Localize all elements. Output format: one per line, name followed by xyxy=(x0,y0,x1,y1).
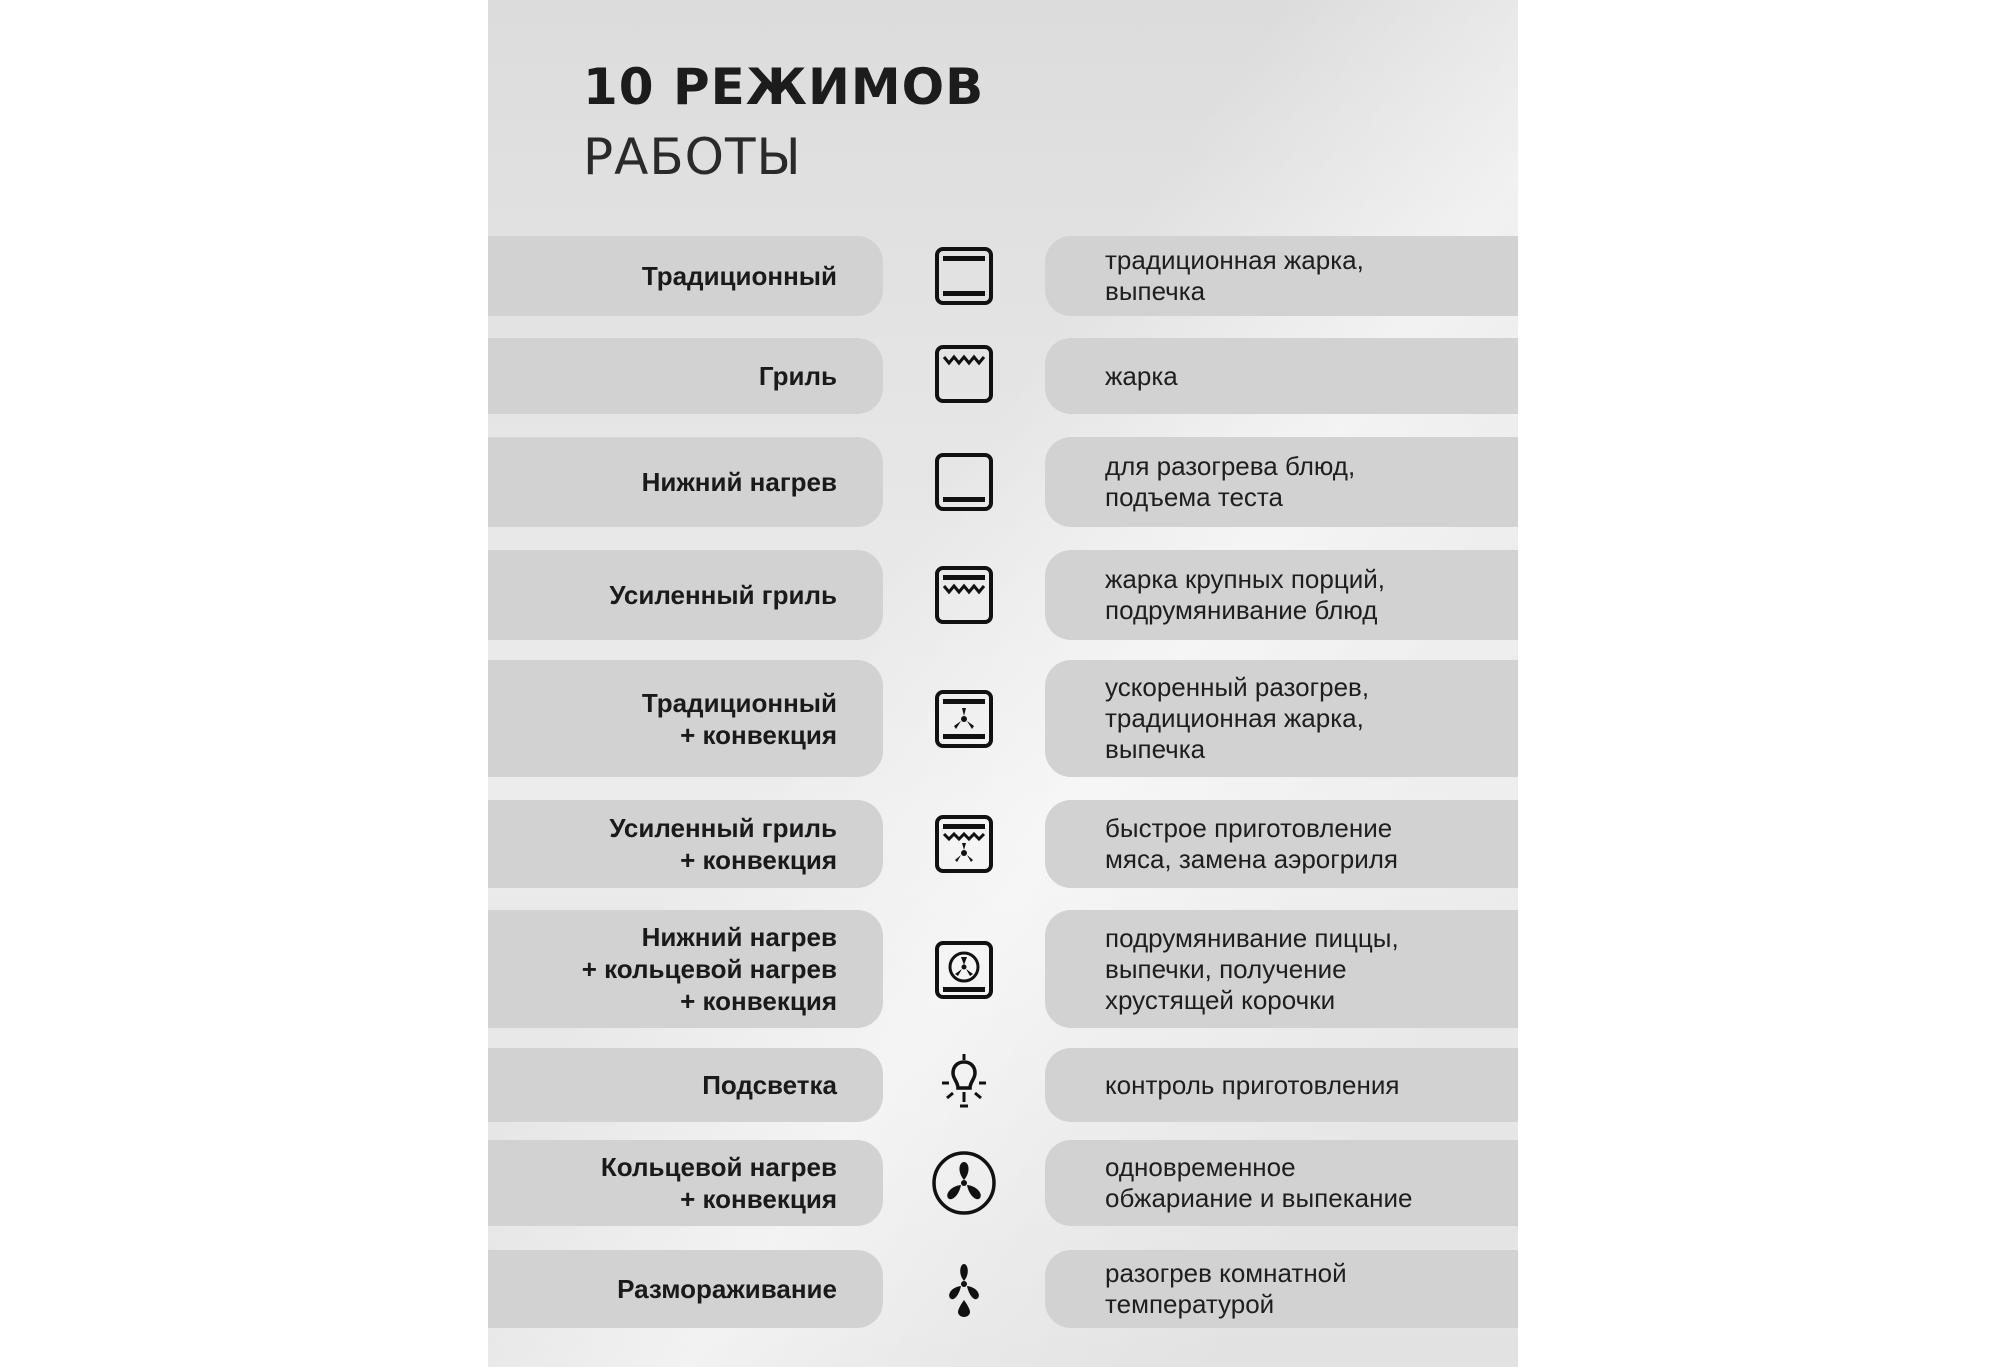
mode-description: разогрев комнатной температурой xyxy=(1045,1250,1518,1328)
grill-icon xyxy=(929,339,999,409)
turbo-grill-icon xyxy=(929,560,999,630)
mode-description: традиционная жарка, выпечка xyxy=(1045,236,1518,316)
mode-name: Кольцевой нагрев + конвекция xyxy=(488,1140,883,1226)
mode-name: Гриль xyxy=(488,338,883,414)
traditional-heat-icon xyxy=(929,241,999,311)
modes-panel xyxy=(488,0,1518,1367)
mode-description: быстрое приготовление мяса, замена аэрогриля xyxy=(1045,800,1518,888)
mode-description: для разогрева блюд, подъема теста xyxy=(1045,437,1518,527)
defrost-icon xyxy=(929,1254,999,1324)
bottom-heat-icon xyxy=(929,447,999,517)
mode-name: Размораживание xyxy=(488,1250,883,1328)
mode-name: Традиционный + конвекция xyxy=(488,660,883,777)
mode-name: Нижний нагрев + кольцевой нагрев + конвекция xyxy=(488,910,883,1028)
ring-fan-icon xyxy=(929,1148,999,1218)
mode-name: Нижний нагрев xyxy=(488,437,883,527)
mode-description: подрумянивание пиццы, выпечки, получение хрустящей корочки xyxy=(1045,910,1518,1028)
mode-name: Усиленный гриль xyxy=(488,550,883,640)
traditional-convection-icon xyxy=(929,684,999,754)
title-line-1: 10 РЕЖИМОВ xyxy=(583,58,985,116)
light-bulb-icon xyxy=(929,1050,999,1120)
mode-description: жарка крупных порций, подрумянивание блюд xyxy=(1045,550,1518,640)
bottom-ring-convection-icon xyxy=(929,935,999,1005)
title-line-2: РАБОТЫ xyxy=(583,128,802,186)
turbo-grill-convection-icon xyxy=(929,809,999,879)
mode-name: Подсветка xyxy=(488,1048,883,1122)
mode-name: Усиленный гриль + конвекция xyxy=(488,800,883,888)
mode-description: одновременное обжариание и выпекание xyxy=(1045,1140,1518,1226)
mode-description: ускоренный разогрев, традиционная жарка, выпечка xyxy=(1045,660,1518,777)
mode-description: контроль приготовления xyxy=(1045,1048,1518,1122)
mode-name: Традиционный xyxy=(488,236,883,316)
mode-description: жарка xyxy=(1045,338,1518,414)
